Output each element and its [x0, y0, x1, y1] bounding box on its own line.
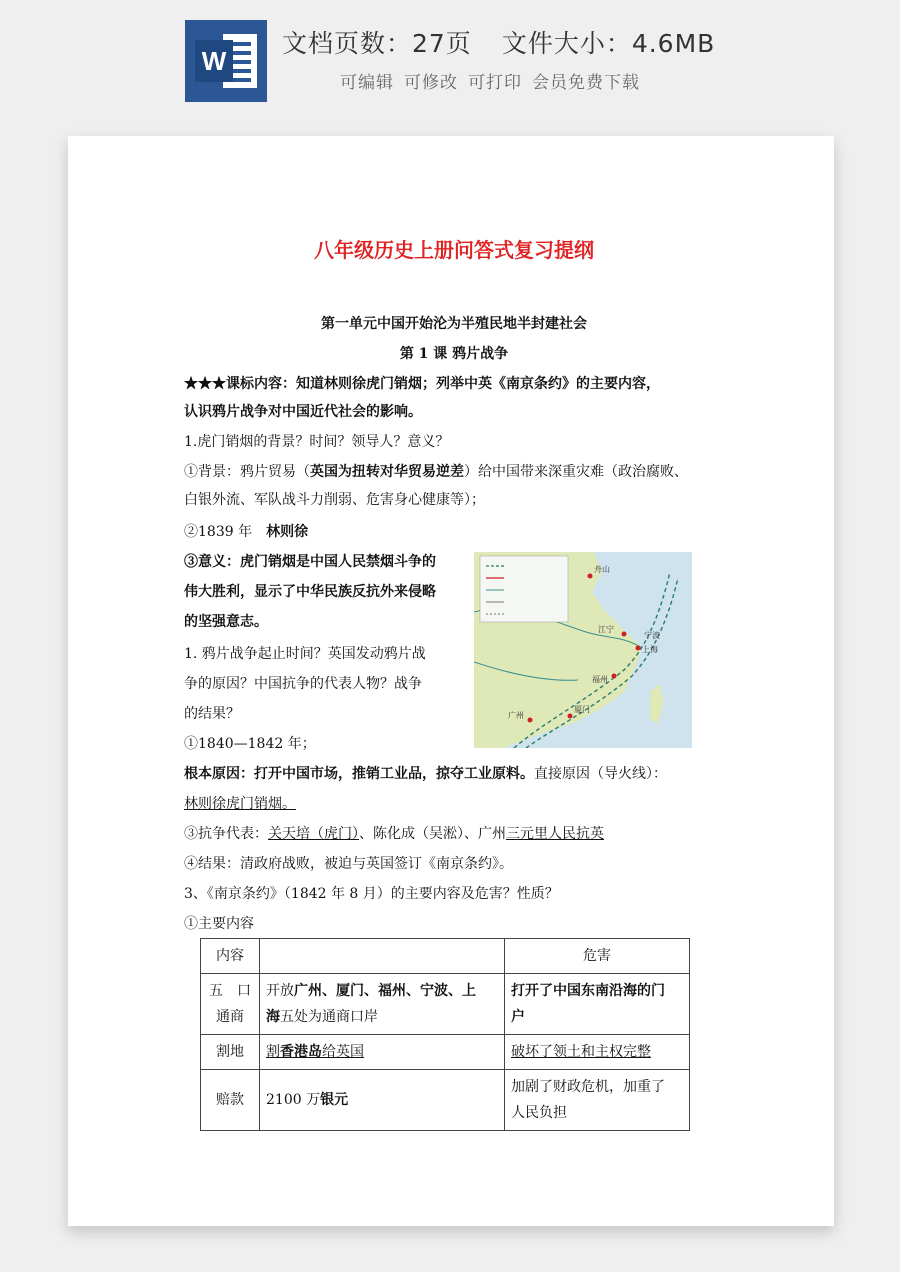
row-detail: 2100 万银元 — [260, 1070, 505, 1131]
meaning-line-3: 的坚强意志。 — [184, 614, 268, 630]
header-content: 内容 — [201, 939, 260, 974]
lesson-heading: 第 1 课 鸦片战争 — [399, 346, 509, 362]
feature-list — [340, 68, 650, 93]
svg-text:福州: 福州 — [592, 675, 608, 684]
question-2-line-1: 1. 鸦片战争起止时间？英国发动鸦片战 — [184, 646, 426, 662]
row-harm: 破坏了领土和主权完整 — [505, 1035, 690, 1070]
feature-printable: 可打印 — [468, 73, 522, 93]
result-answer: ④结果：清政府战败，被迫与英国签订《南京条约》。 — [184, 856, 513, 872]
table-header-row — [201, 939, 690, 974]
svg-text:宁波: 宁波 — [644, 631, 660, 640]
cause-answer-cont: 林则徐虎门销烟。 — [184, 796, 296, 812]
question-2-line-3: 的结果？ — [184, 706, 240, 722]
feature-member-download: 会员免费下载 — [532, 73, 640, 93]
treaty-content-table — [200, 938, 690, 1131]
document-page — [68, 136, 834, 1226]
header-harm: 危害 — [505, 939, 690, 974]
cause-answer: 根本原因：打开中国市场，推销工业品，掠夺工业原料。直接原因（导火线）： — [184, 766, 667, 782]
file-info — [282, 24, 715, 60]
curriculum-standard-cont: 认识鸦片战争对中国近代社会的影响。 — [184, 404, 422, 420]
unit-heading: 第一单元中国开始沦为半殖民地半封建社会 — [321, 316, 587, 332]
meaning-line-1: ③意义：虎门销烟是中国人民禁烟斗争的 — [184, 554, 436, 570]
content-label: ①主要内容 — [184, 916, 254, 932]
page-count: 文档页数：27页 — [282, 29, 472, 58]
war-time-answer: ①1840—1842 年； — [184, 736, 316, 752]
resistance-answer: ③抗争代表：关天培（虎门）、陈化成（吴淞）、广州三元里人民抗英 — [184, 826, 604, 842]
header-blank — [260, 939, 505, 974]
table-row — [201, 1035, 690, 1070]
row-detail: 开放广州、厦门、福州、宁波、上 海五处为通商口岸 — [260, 974, 505, 1035]
word-document-icon — [185, 20, 267, 102]
feature-editable: 可编辑 — [340, 73, 394, 93]
row-detail: 割香港岛给英国 — [260, 1035, 505, 1070]
background-answer-cont: 白银外流、军队战斗力削弱、危害身心健康等）； — [184, 492, 485, 508]
file-size: 文件大小：4.6MB — [501, 29, 716, 58]
time-leader-answer: ②1839 年 林则徐 — [184, 524, 309, 540]
star-rating: ★★★ — [184, 376, 226, 392]
question-1: 1.虎门销烟的背景？时间？领导人？意义？ — [184, 434, 450, 450]
feature-modifiable: 可修改 — [404, 73, 458, 93]
row-harm: 加剧了财政危机，加重了 人民负担 — [505, 1070, 690, 1131]
row-harm: 打开了中国东南沿海的门 户 — [505, 974, 690, 1035]
svg-text:上海: 上海 — [642, 645, 658, 654]
opium-war-map — [474, 552, 692, 748]
download-banner — [0, 0, 900, 118]
question-2-line-2: 争的原因？中国抗争的代表人物？战争 — [184, 676, 422, 692]
svg-text:广州: 广州 — [508, 711, 524, 720]
row-label: 赔款 — [201, 1070, 260, 1131]
svg-text:江宁: 江宁 — [598, 625, 614, 634]
row-label: 割地 — [201, 1035, 260, 1070]
row-label: 五 口 通商 — [201, 974, 260, 1035]
document-title: 八年级历史上册问答式复习提纲 — [314, 238, 594, 262]
curriculum-standard: ★★★课标内容：知道林则徐虎门销烟；列举中英《南京条约》的主要内容， — [184, 376, 660, 392]
table-row — [201, 974, 690, 1035]
background-answer: ①背景：鸦片贸易（英国为扭转对华贸易逆差）给中国带来深重灾难（政治腐败、 — [184, 464, 688, 480]
svg-text:舟山: 舟山 — [594, 565, 610, 574]
meaning-line-2: 伟大胜利，显示了中华民族反抗外来侵略 — [184, 584, 436, 600]
table-row — [201, 1070, 690, 1131]
svg-text:W: W — [201, 46, 227, 76]
svg-text:厦门: 厦门 — [574, 705, 590, 714]
question-3: 3、《南京条约》（1842 年 8 月）的主要内容及危害？性质？ — [184, 886, 559, 902]
